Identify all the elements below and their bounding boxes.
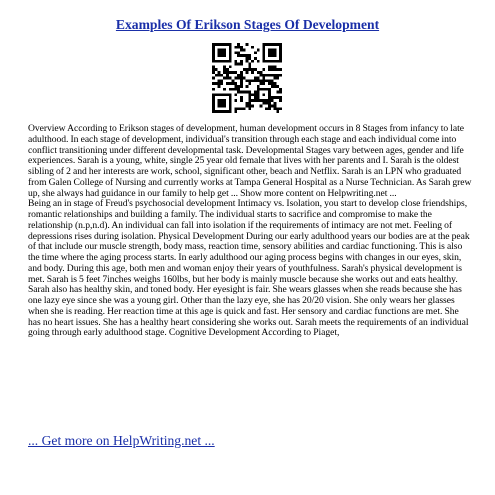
- paragraph-overview: Overview According to Erikson stages of development, human development occurs in 8 Stages from infancy to late adulthood. In each stage of development, individual's transition through each stage and each individual come into conflict transitioning under different developmental task. Developmental Stages vary between ages, gender and life experiences. Sarah is a young, white, single 25 year old female that lives with her parents and I. Sarah is the oldest sibling of 2 and her interests are work, school, significant other, beach and Netflix. Sarah is an LPN who graduated from Galen College of Nursing and currently works at Tampa General Hospital as a Nurse Technician. As Sarah grew up, she always had guidance in our family to help get ... Show more content on Helpwriting.net ...: [28, 123, 472, 199]
- paragraph-development: Being an in stage of Freud's psychosocial development Intimacy vs. Isolation, you start to develop close friendships, romantic relationships and building a family. The individual starts to sacrifice and compromise to make the relationship (n.p,n.d). An individual can fall into isolation if the requirements of intimacy are not met. Feeling of depressions rises during isolation. Physical Development During our early adulthood years our bodies are at the peak of that include our muscle strength, body mass, reaction time, sensory abilities and cardiac functioning. This is also the time where the aging process starts. In early adulthood our aging process begins with changes in our eyes, skin, and body. During this age, both men and woman enjoy their years of youthfulness. Sarah's physical development is met. Sarah is 5 feet 7inches weighs 160lbs, but her body is mainly muscle because she works out and eats healthy. Sarah also has healthy skin, and toned body. Her eyesight is fair. She wears glasses when she reads because she has one lazy eye since she was a young girl. Other than the lazy eye, she has 20/20 vision. She only wears her glasses when she is reading. Her reaction time at this age is quick and fast. Her sensory and cardiac functions are met. She has no heart issues. She has a healthy heart considering she works out. Sarah meets the requirements of an individual going through early adulthood stage. Cognitive Development According to Piaget,: [28, 198, 470, 339]
- document-title[interactable]: Examples Of Erikson Stages Of Development: [115, 17, 380, 32]
- body-text: [28, 124, 472, 339]
- qr-code-icon: [212, 43, 282, 113]
- get-more-link[interactable]: ... Get more on HelpWriting.net ...: [28, 433, 215, 448]
